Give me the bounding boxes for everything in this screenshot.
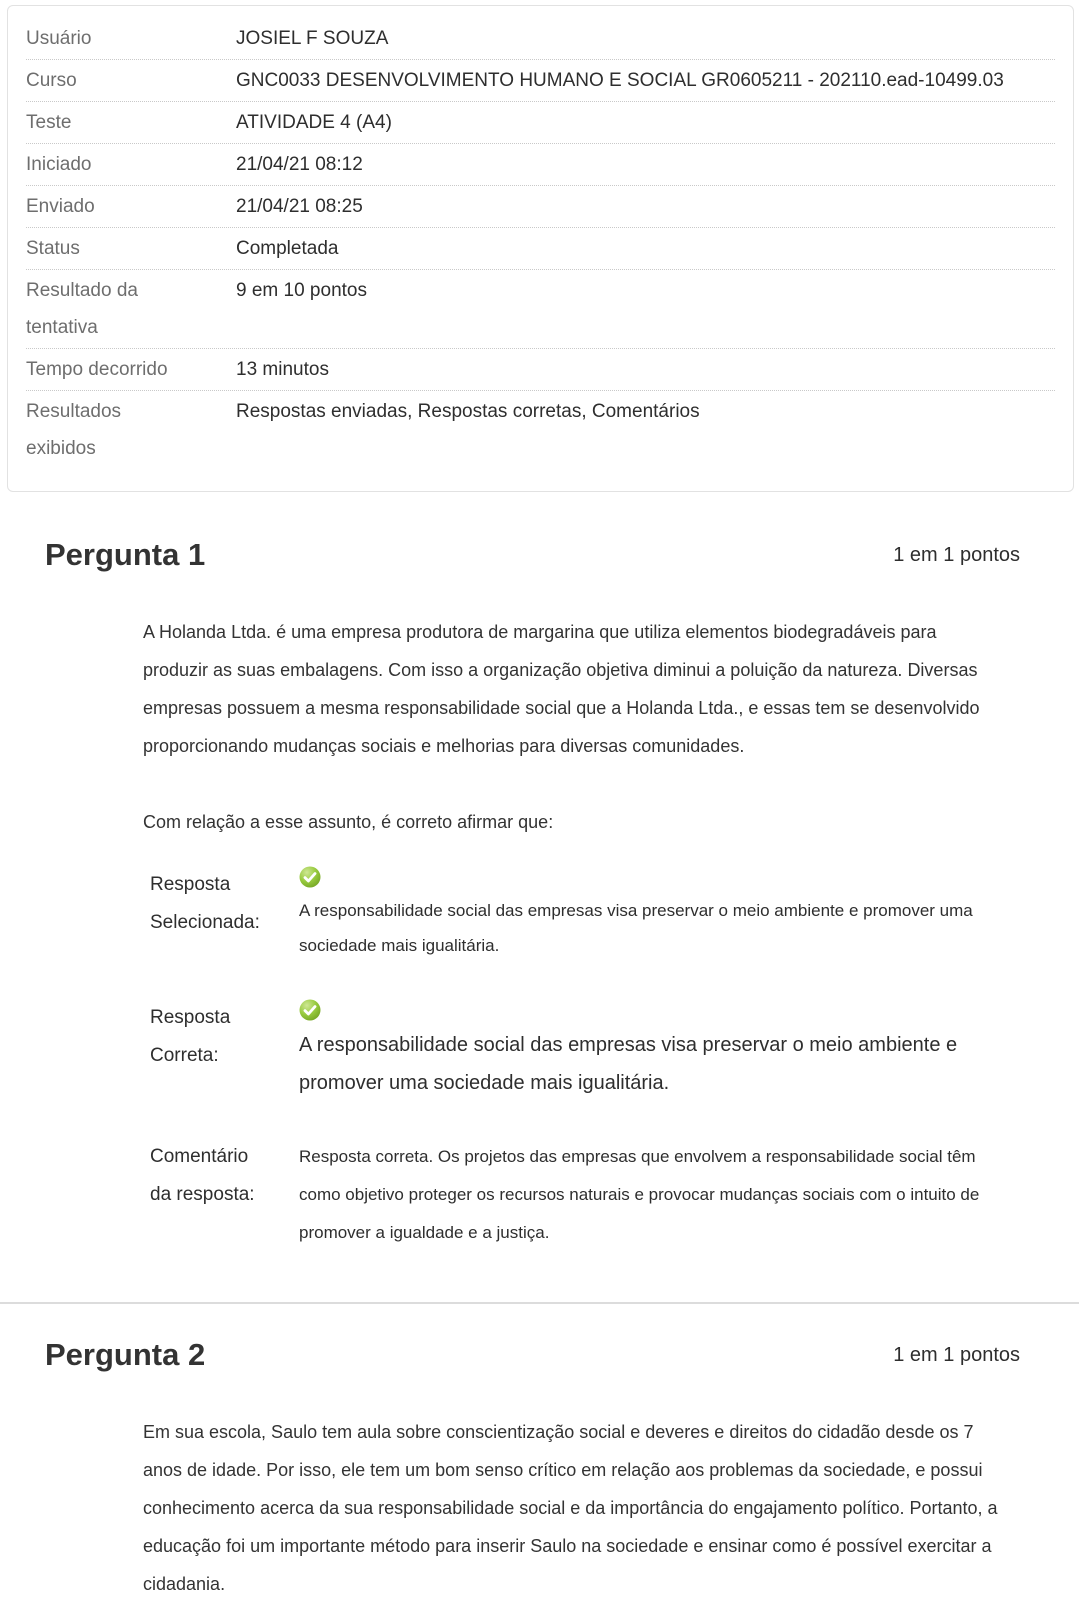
selected-answer-row [150,866,1005,963]
question-1 [0,535,1079,1252]
question-1-points: 1 em 1 pontos [893,543,1020,566]
info-value: 21/04/21 08:12 [236,154,363,175]
info-value: Respostas enviadas, Respostas corretas, Comentários [236,401,700,422]
correct-answer-text: A responsabilidade social das empresas visa preservar o meio ambiente e promover uma sociedade mais igualitária. [299,1034,958,1094]
question-2 [0,1335,1079,1603]
correct-check-icon [299,999,321,1021]
info-label: Status [26,238,80,259]
question-1-title: Pergunta 1 [45,537,206,572]
correct-answer-content [299,999,1005,1102]
question-2-points: 1 em 1 pontos [893,1343,1020,1366]
attempt-info-panel [7,5,1074,492]
selected-answer-label: Resposta Selecionada: [150,874,260,933]
info-value: JOSIEL F SOUZA [236,28,389,49]
correct-check-icon [299,866,321,888]
info-row-submitted [26,186,1055,228]
info-label: Resultados exibidos [26,401,122,459]
info-row-elapsed-time [26,349,1055,391]
correct-answer-row [150,999,1005,1102]
question-1-prompt: Com relação a esse assunto, é correto afirmar que: [143,812,554,832]
info-label: Curso [26,70,77,91]
info-label: Iniciado [26,154,92,175]
info-label: Tempo decorrido [26,359,168,380]
feedback-label: Comentário da resposta: [150,1146,255,1205]
info-row-course [26,60,1055,102]
info-value: Completada [236,238,339,259]
question-2-title: Pergunta 2 [45,1337,206,1372]
question-1-body: A Holanda Ltda. é uma empresa produtora de margarina que utiliza elementos biodegradáveis para produzir as suas embalagens. Com isso a organização objetiva diminui a poluição da natureza. Diversas empresas possuem a mesma responsabilidade social que a Holanda Ltda., e essas tem se desenvolvido proporcionando mudanças sociais e melhorias para diversas comunidades. [143,622,980,756]
feedback-row [150,1138,1005,1252]
info-row-user [26,18,1055,60]
feedback-text: Resposta correta. Os projetos das empresas que envolvem a responsabilidade social têm como objetivo proteger os recursos naturais e provocar mudanças sociais com o intuito de promover a igualdade e a justiça. [299,1147,980,1242]
info-value: 21/04/21 08:25 [236,196,363,217]
question-2-content [0,1413,1079,1603]
info-value: GNC0033 DESENVOLVIMENTO HUMANO E SOCIAL GR0605211 - 202110.ead-10499.03 [236,70,1004,91]
question-2-header [0,1335,1079,1375]
info-row-test [26,102,1055,144]
correct-answer-icon-line [299,999,1005,1026]
feedback-content [299,1138,1005,1252]
selected-answer-icon-line [299,866,1005,893]
question-1-content [0,613,1079,1252]
info-row-status [26,228,1055,270]
info-value: 9 em 10 pontos [236,280,367,301]
question-1-answers [150,866,1005,1252]
question-divider [0,1302,1079,1304]
info-row-attempt-score [26,270,1055,349]
info-value: ATIVIDADE 4 (A4) [236,112,392,133]
info-row-started [26,144,1055,186]
question-1-header [0,535,1079,575]
info-value: 13 minutos [236,359,329,380]
selected-answer-content [299,866,1005,963]
info-label: Usuário [26,28,92,49]
info-label: Teste [26,112,72,133]
info-label: Resultado da tentativa [26,280,138,338]
info-label: Enviado [26,196,95,217]
question-2-body: Em sua escola, Saulo tem aula sobre conscientização social e deveres e direitos do cidadão desde os 7 anos de idade. Por isso, ele tem um bom senso crítico em relação aos problemas da sociedade, e possui conhecimento acerca da sua responsabilidade social e da importância do engajamento político. Portanto, a educação foi um importante método para inserir Saulo na sociedade e ensinar como é possível exercitar a cidadania. [143,1422,998,1594]
selected-answer-text: A responsabilidade social das empresas visa preservar o meio ambiente e promover uma sociedade mais igualitária. [299,901,973,955]
info-row-results-displayed [26,391,1055,469]
correct-answer-label: Resposta Correta: [150,1007,231,1066]
